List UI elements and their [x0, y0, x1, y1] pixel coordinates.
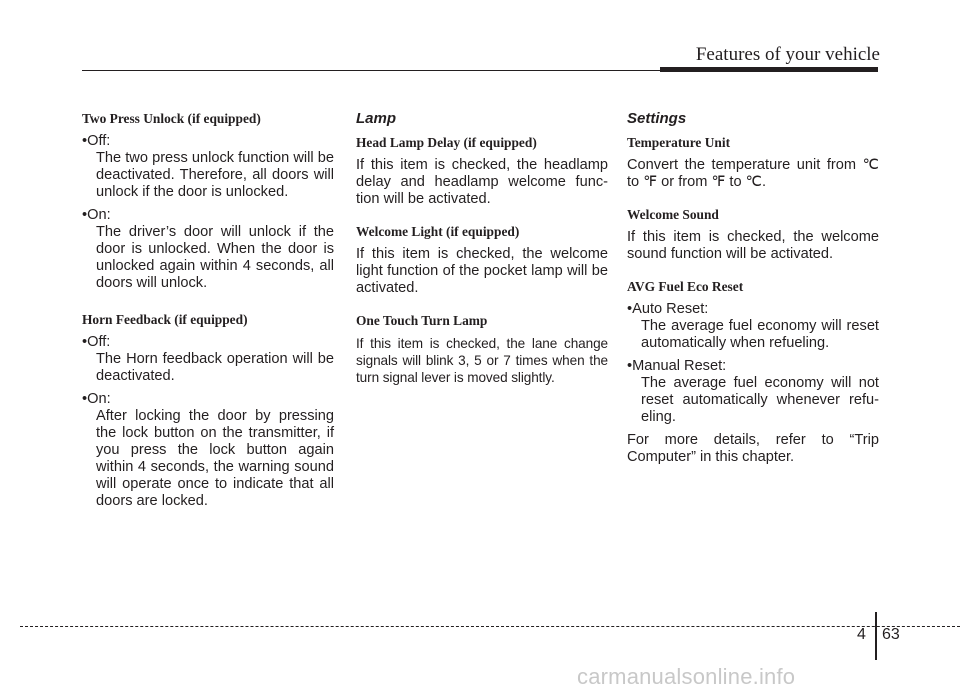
horn-off-text: The Horn feedback operation will be deactivated. — [96, 351, 334, 384]
footer-page-divider — [875, 612, 877, 660]
one-touch-turn-lamp-text: If this item is checked, the lane change signals will blink 3, 5 or 7 times when the turn signal lever is moved slightly. — [356, 336, 608, 385]
two-press-on-text: The driver’s door will unlock if the door is unlocked. When the door is unlocked again within 4 seconds, all doors will unlock. — [96, 224, 334, 291]
settings-section-title: Settings — [627, 110, 687, 127]
two-press-off-text: The two press unlock function will be deactivated. Therefore, all doors will unlock if the door is unlocked. — [96, 150, 334, 200]
trip-computer-reference: For more details, refer to “Trip Computer” in this chapter. — [627, 432, 879, 465]
column-1 — [82, 110, 334, 510]
welcome-light-heading: Welcome Light (if equipped) — [356, 224, 520, 239]
horn-feedback-heading: Horn Feedback (if equipped) — [82, 312, 248, 327]
temperature-unit-text: Convert the temperature unit from ℃ to ℉ or from ℉ to ℃. — [627, 157, 879, 190]
temperature-unit-heading: Temperature Unit — [627, 135, 731, 150]
lamp-section-title: Lamp — [356, 110, 397, 127]
horn-on-item — [82, 391, 334, 510]
horn-off-label: • Off: — [82, 334, 334, 351]
two-press-on-item — [82, 207, 334, 292]
horn-on-text: After locking the door by pressing the lock button on the transmitter, if you press the lock button again within 4 seconds, the warning sound will operate once to indicate that all doors are locked. — [96, 408, 334, 509]
head-lamp-delay-text: If this item is checked, the headlamp delay and headlamp welcome func- tion will be activated. — [356, 157, 608, 207]
footer-rule — [20, 626, 960, 627]
welcome-sound-heading: Welcome Sound — [627, 207, 719, 222]
auto-reset-text: The average fuel economy will reset automatically when refueling. — [641, 318, 879, 351]
chapter-number: 4 — [857, 626, 866, 643]
column-2 — [356, 110, 608, 386]
one-touch-turn-lamp-heading: One Touch Turn Lamp — [356, 313, 488, 328]
head-lamp-delay-heading: Head Lamp Delay (if equipped) — [356, 135, 537, 150]
horn-off-item — [82, 334, 334, 385]
manual-reset-item — [627, 358, 879, 426]
avg-fuel-eco-reset-heading: AVG Fuel Eco Reset — [627, 279, 744, 294]
header-rule — [82, 70, 660, 71]
two-press-on-label: • On: — [82, 207, 334, 224]
horn-on-label: • On: — [82, 391, 334, 408]
page-number: 63 — [882, 626, 900, 643]
page-header-title: Features of your vehicle — [695, 44, 880, 65]
two-press-off-label: • Off: — [82, 133, 334, 150]
welcome-sound-text: If this item is checked, the welcome sound function will be activated. — [627, 229, 879, 262]
two-press-off-item — [82, 133, 334, 201]
auto-reset-label: • Auto Reset: — [627, 301, 879, 318]
watermark: carmanualsonline.info — [577, 664, 796, 689]
manual-reset-label: • Manual Reset: — [627, 358, 879, 375]
manual-reset-text: The average fuel economy will not reset automatically whenever refu- eling. — [641, 375, 879, 425]
header-rule-accent — [660, 67, 878, 72]
two-press-unlock-heading: Two Press Unlock (if equipped) — [82, 111, 261, 126]
column-3 — [627, 110, 879, 466]
welcome-light-text: If this item is checked, the welcome light function of the pocket lamp will be activated. — [356, 246, 608, 296]
auto-reset-item — [627, 301, 879, 352]
